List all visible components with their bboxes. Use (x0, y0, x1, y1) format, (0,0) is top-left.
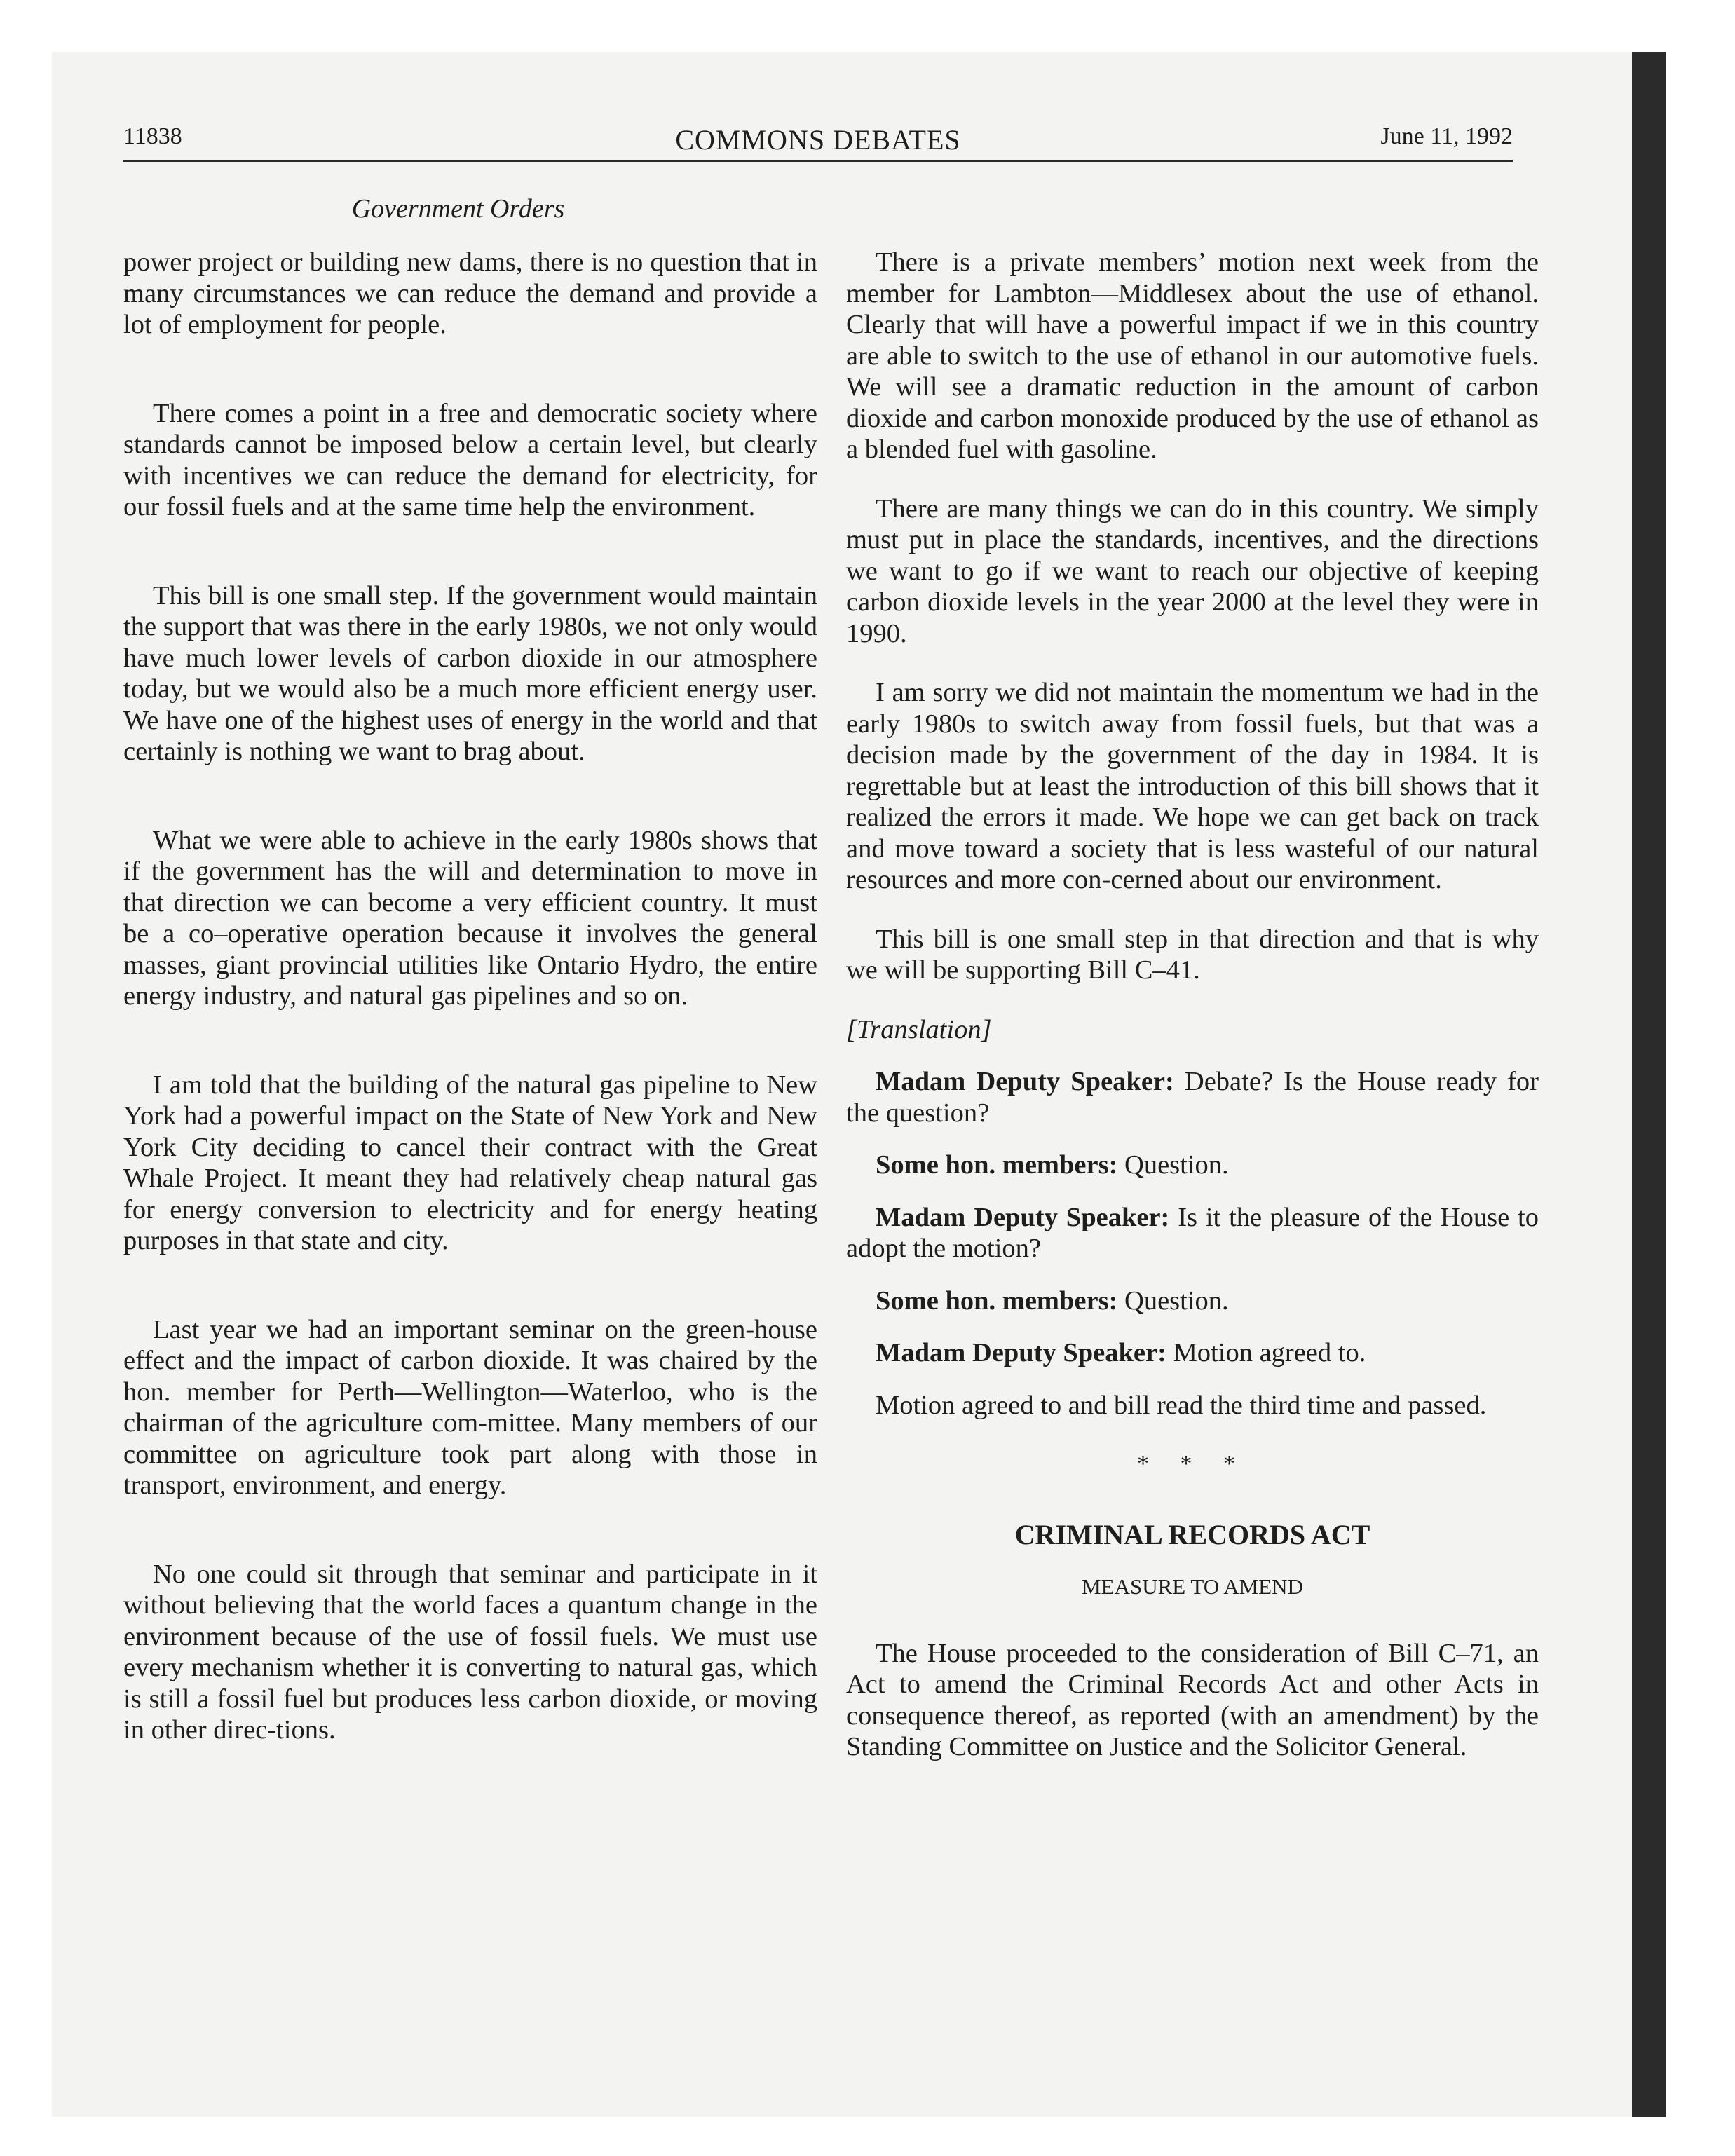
left-column (123, 247, 817, 1803)
paragraph: power project or building new dams, there is no question that in many circumstances we can reduce the demand and provide a lot of employment for people. (123, 247, 817, 339)
act-title: CRIMINAL RECORDS ACT (1014, 1518, 1370, 1550)
motion-outcome: Motion agreed to and bill read the third time and passed. (876, 1390, 1487, 1420)
speaker-text: Question. (1117, 1150, 1229, 1180)
paragraph: There comes a point in a free and democratic society where standards cannot be imposed below a certain level, but clearly with incentives we can reduce the demand for electricity, for our fossil fuels and at the same time help the environment. (123, 398, 817, 521)
paragraph: No one could sit through that seminar and participate in it without believing that the world faces a quantum change in the environment because of the use of fossil fuels. We must use every mechanism whether it is converting to natural gas, which is still a fossil fuel but produces less carbon dioxide, or moving in other direc-tions. (123, 1559, 817, 1745)
speaker-line (846, 1066, 1539, 1128)
paragraph: I am sorry we did not maintain the momentum we had in the early 1980s to switch away from fossil fuels, but that was a decision made by the government of the day in 1984. It is regrettable but at least the introduction of this bill shows that it realized the errors it made. We hope we can get back on track and move toward a society that is less wasteful of our natural resources and more con-cerned about our environment. (846, 678, 1539, 894)
speaker-line (846, 1202, 1539, 1264)
paragraph: I am told that the building of the natural gas pipeline to New York had a powerful impact on the State of New York and New York City deciding to cancel their contract with the Great Whale Project. It meant they had relatively cheap natural gas for energy conversion to electricity and for energy heating purposes in that state and city. (123, 1070, 817, 1255)
speaker-name: Some hon. members: (876, 1285, 1118, 1316)
section-separator: * * * (1137, 1451, 1248, 1477)
speaker-text: Motion agreed to. (1166, 1338, 1366, 1367)
right-column (846, 247, 1539, 1791)
page-header (123, 121, 1513, 162)
paragraph: This bill is one small step. If the government would maintain the support that was there in the early 1980s, we not only would have much lower levels of carbon dioxide in our atmosphere today, but we would also be a much more efficient energy user. We have one of the highest uses of energy in the world and that certainly is nothing we want to brag about. (123, 580, 817, 766)
speaker-name: Madam Deputy Speaker: (876, 1202, 1170, 1232)
act-subtitle: MEASURE TO AMEND (1082, 1574, 1303, 1599)
speaker-name: Madam Deputy Speaker: (876, 1067, 1174, 1096)
paragraph: Last year we had an important seminar on the green-house effect and the impact of carbon dioxide. It was chaired by the hon. member for Perth—Wellington—Waterloo, who is the chairman of the agriculture com-mittee. Many members of our committee on agriculture took part along with those in transport, environment, and energy. (123, 1314, 817, 1500)
publication-title: COMMONS DEBATES (675, 124, 961, 156)
paragraph: This bill is one small step in that direction and that is why we will be supporting Bill C–41. (846, 924, 1539, 985)
speaker-text: Is it the pleasure of the House to adopt the motion? (846, 1202, 1539, 1263)
publication-date: June 11, 1992 (1380, 123, 1513, 149)
section-label: Government Orders (351, 194, 565, 224)
paragraph: There is a private members’ motion next week from the member for Lambton—Middlesex about the use of ethanol. Clearly that will have a powerful impact if we in this country are able to switch to the use of ethanol in our automotive fuels. We will see a dramatic reduction in the amount of carbon dioxide and carbon monoxide produced by the use of ethanol as a blended fuel with gasoline. (846, 247, 1539, 464)
speaker-line (846, 1337, 1539, 1369)
speaker-text: Debate? Is the House ready for the question? (846, 1067, 1539, 1128)
page-binding-edge (1632, 52, 1666, 2117)
speaker-name: Madam Deputy Speaker: (876, 1338, 1166, 1367)
translation-note: [Translation] (846, 1014, 992, 1044)
page-number: 11838 (123, 123, 182, 149)
speaker-line (846, 1149, 1539, 1181)
paragraph: The House proceeded to the consideration of Bill C–71, an Act to amend the Criminal Records Act and other Acts in consequence thereof, as reported (with an amendment) by the Standing Committee on Justice and the Solicitor General. (846, 1638, 1539, 1761)
paragraph: There are many things we can do in this country. We simply must put in place the standards, incentives, and the directions we want to go if we want to reach our objective of keeping carbon dioxide levels in the year 2000 at the level they were in 1990. (846, 493, 1539, 648)
speaker-line (846, 1285, 1539, 1317)
speaker-text: Question. (1117, 1285, 1229, 1316)
paragraph: What we were able to achieve in the early 1980s shows that if the government has the will and determination to move in that direction we can become a very efficient country. It must be a co–operative operation because it involves the general masses, giant provincial utilities like Ontario Hydro, the entire energy industry, and natural gas pipelines and so on. (123, 825, 817, 1011)
speaker-name: Some hon. members: (876, 1150, 1118, 1180)
